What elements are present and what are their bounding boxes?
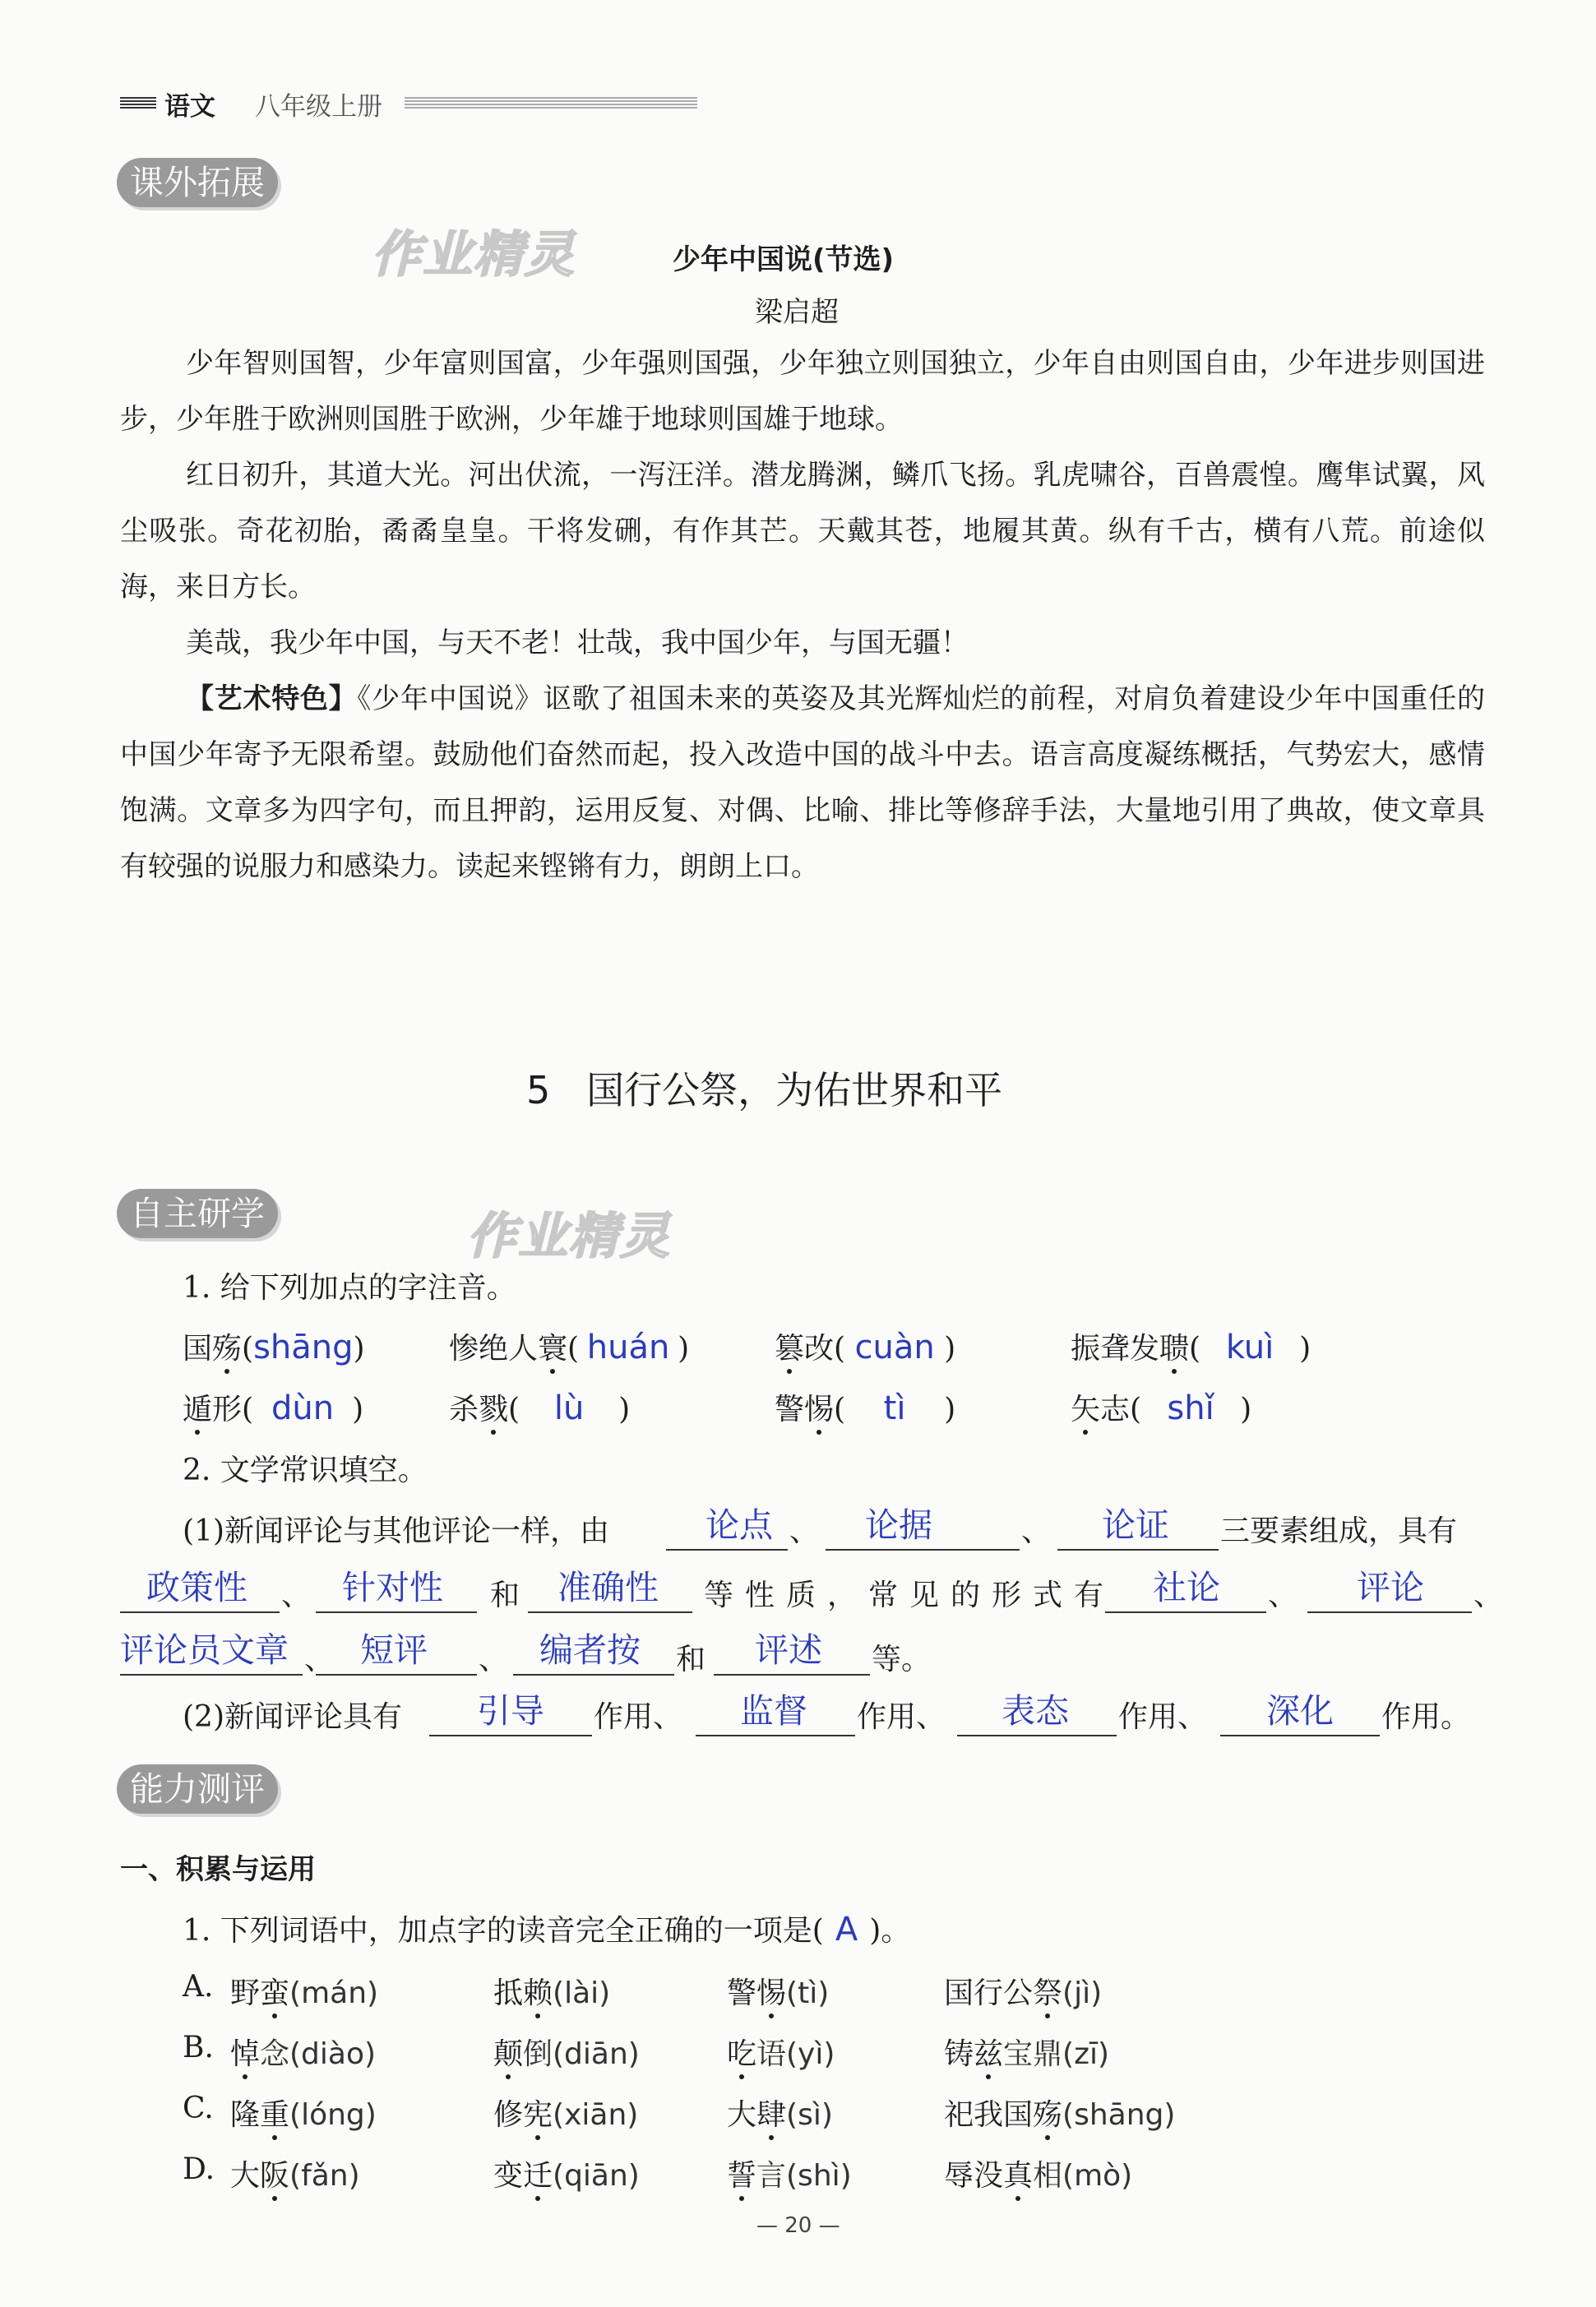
mc-word-dotted-char: 真 xyxy=(1003,2159,1034,2193)
mc-word-pinyin: (xiān) xyxy=(553,2098,639,2132)
blank-5[interactable] xyxy=(316,1611,477,1613)
art-feature-paragraph xyxy=(120,671,1485,895)
blank-14[interactable] xyxy=(696,1735,855,1736)
answer-6: 准确性 xyxy=(557,1568,659,1607)
q1-item xyxy=(1071,1386,1251,1428)
q1-item-open-paren: ( xyxy=(242,1393,254,1426)
mc-option-word xyxy=(230,2092,377,2134)
q1-item-close-paren: ) xyxy=(1240,1393,1252,1426)
q1-item-answer: shāng xyxy=(253,1329,354,1366)
passage-paragraph-3: 美哉，我少年中国，与天不老！壮哉，我中国少年，与国无疆！ xyxy=(186,626,969,659)
mc-word-dotted-char: 赖 xyxy=(523,1976,553,2010)
q1-item-answer: lù xyxy=(553,1389,585,1427)
q1-item-answer: dùn xyxy=(271,1389,335,1427)
answer-3: 论证 xyxy=(1102,1505,1169,1545)
q2-s1-e: 等性质，常见的形式有 xyxy=(704,1579,1116,1612)
mc-word-pinyin: 念(diào) xyxy=(260,2037,377,2071)
answer-2: 论据 xyxy=(865,1505,932,1545)
mc-word-pinyin: 宝鼎(zī) xyxy=(1003,2037,1110,2071)
lesson-title xyxy=(526,1061,1002,1115)
art-feature-text: 《少年中国说》讴歌了祖国未来的英姿及其光辉灿烂的前程，对肩负着建设少年中国重任的中国少年寄予无限希望。鼓励他们奋然而起，投入改造中国的战斗中去。语言高度凝练概括，气势宏大，感情饱满。文章多为四字句，而且押韵，运用反复、对偶、比喻、排比等修辞手法，大量地引用了典故，使文章具有较强的说服力和感染力。读起来铿锵有力，朗朗上口。 xyxy=(120,682,1486,883)
q1-item-post: 形 xyxy=(212,1393,243,1426)
mc-option-word xyxy=(230,2031,376,2073)
mc-word-pre: 修 xyxy=(493,2098,524,2132)
q1-item xyxy=(775,1325,955,1367)
mc-prompt-a: 1. 下列词语中，加点字的读音完全正确的一项是( xyxy=(183,1914,824,1948)
q2-s2-a: (2)新闻评论具有 xyxy=(183,1700,402,1734)
q1-item-post: 改 xyxy=(804,1332,835,1366)
answer-7: 社论 xyxy=(1153,1568,1220,1607)
answer-13: 引导 xyxy=(477,1691,544,1731)
blank-9[interactable] xyxy=(120,1674,303,1676)
badge-ability: 能力测评 xyxy=(117,1764,278,1814)
mc-word-pinyin: 倒(diān) xyxy=(523,2037,640,2071)
q1-item-close-paren: ) xyxy=(678,1332,690,1366)
mc-word-pre: 大 xyxy=(727,2098,757,2132)
mc-word-pinyin: 语(yì) xyxy=(756,2037,835,2071)
lesson-number: 5 xyxy=(526,1068,551,1112)
q1-prompt: 1. 给下列加点的字注音。 xyxy=(183,1271,516,1305)
mc-word-pinyin: 言(shì) xyxy=(756,2159,852,2193)
q1-item-close-paren: ) xyxy=(352,1393,364,1426)
blank-16[interactable] xyxy=(1220,1735,1380,1736)
blank-1[interactable] xyxy=(666,1549,788,1551)
mc-word-pinyin: (jì) xyxy=(1062,1976,1103,2010)
q2-s1-d: 和 xyxy=(490,1579,520,1612)
q2-s2-c: 作用、 xyxy=(857,1700,946,1734)
blank-15[interactable] xyxy=(957,1735,1117,1736)
q1-item-open-paren: ( xyxy=(508,1393,520,1426)
q1-item-pre: 振聋发 xyxy=(1071,1332,1160,1366)
mc-word-pre: 辱没 xyxy=(944,2159,1004,2193)
answer-1: 论点 xyxy=(705,1505,773,1545)
q1-item xyxy=(183,1386,363,1428)
q2-sep-3: 、 xyxy=(281,1579,312,1612)
q1-item-pre: 惨绝人 xyxy=(449,1332,539,1366)
mc-option-word xyxy=(944,2152,1132,2194)
mc-option-word xyxy=(493,2031,640,2073)
mc-word-pre: 铸 xyxy=(944,2037,974,2071)
q1-item-dotted-char: 聩 xyxy=(1159,1332,1190,1366)
q2-s1-g: 等。 xyxy=(872,1643,932,1676)
header-decoration xyxy=(120,97,156,109)
mc-option-word xyxy=(230,1970,378,2012)
blank-10[interactable] xyxy=(316,1674,477,1676)
q1-item-dotted-char: 戮 xyxy=(479,1393,509,1426)
mc-word-dotted-char: 殇 xyxy=(1033,2098,1063,2132)
q1-item-open-paren: ( xyxy=(1189,1332,1201,1366)
mc-word-dotted-char: 迁 xyxy=(523,2159,553,2193)
answer-4: 政策性 xyxy=(146,1568,247,1607)
q1-item-pre: 警 xyxy=(775,1393,805,1426)
q2-sep-4: 、 xyxy=(1268,1579,1298,1612)
blank-3[interactable] xyxy=(1057,1549,1219,1551)
mc-word-dotted-char: 肆 xyxy=(756,2098,787,2132)
answer-16: 深化 xyxy=(1266,1691,1334,1731)
mc-prompt-b: )。 xyxy=(869,1914,911,1948)
mc-word-pinyin: (mán) xyxy=(289,1976,379,2010)
q1-item-pre: 杀 xyxy=(449,1393,479,1426)
mc-word-pre: 祀我国 xyxy=(944,2098,1034,2132)
q1-item-close-paren: ) xyxy=(944,1393,956,1426)
q1-item-dotted-char: 殇 xyxy=(212,1332,243,1366)
mc-word-pinyin: (sì) xyxy=(786,2098,833,2132)
header-rule xyxy=(405,97,697,109)
mc-word-pre: 变 xyxy=(493,2159,524,2193)
q1-item-dotted-char: 遁 xyxy=(183,1393,213,1426)
mc-option-word xyxy=(944,2092,1175,2134)
q2-s2-e: 作用。 xyxy=(1381,1700,1471,1734)
mc-word-dotted-char: 悼 xyxy=(230,2037,261,2071)
q2-s2-b: 作用、 xyxy=(594,1700,683,1734)
q1-item-dotted-char: 篡 xyxy=(775,1332,805,1366)
mc-word-pinyin: (lài) xyxy=(553,1976,611,2010)
q2-s1-c: 三要素组成，具有 xyxy=(1220,1514,1458,1548)
blank-7[interactable] xyxy=(1105,1611,1266,1613)
mc-word-dotted-char: 阪 xyxy=(260,2159,290,2193)
mc-answer: A xyxy=(835,1911,858,1949)
badge-extension: 课外拓展 xyxy=(117,158,278,207)
answer-5: 针对性 xyxy=(342,1568,443,1607)
mc-word-dotted-char: 惕 xyxy=(756,1976,787,2010)
blank-13[interactable] xyxy=(429,1735,592,1736)
q1-item-open-paren: ( xyxy=(834,1332,846,1366)
mc-option-letter[interactable]: D. xyxy=(183,2152,215,2186)
answer-11: 编者按 xyxy=(539,1630,641,1670)
mc-word-pinyin: (tì) xyxy=(786,1976,830,2010)
q2-s1-a: (1)新闻评论与其他评论一样，由 xyxy=(183,1514,609,1548)
answer-15: 表态 xyxy=(1002,1691,1069,1731)
mc-word-dotted-char: 宪 xyxy=(523,2098,553,2132)
lesson-name: 国行公祭，为佑世界和平 xyxy=(586,1068,1003,1112)
q1-item-answer: kuì xyxy=(1225,1329,1274,1366)
q1-item xyxy=(1071,1325,1311,1367)
q1-item xyxy=(449,1386,630,1428)
q1-item-answer: huán xyxy=(586,1329,670,1366)
blank-6[interactable] xyxy=(528,1611,692,1613)
mc-option-letter[interactable]: A. xyxy=(183,1970,214,2004)
badge-self-study: 自主研学 xyxy=(117,1189,278,1238)
mc-option-word xyxy=(727,2092,833,2134)
header-grade: 八年级上册 xyxy=(255,92,382,122)
q1-item-dotted-char: 惕 xyxy=(804,1393,835,1426)
mc-option-word xyxy=(944,1970,1102,2012)
mc-word-dotted-char: 颠 xyxy=(493,2037,524,2071)
mc-word-pre: 国行公 xyxy=(944,1976,1034,2010)
part1-heading: 一、积累与运用 xyxy=(120,1853,316,1886)
q2-sep-1: 、 xyxy=(789,1514,820,1548)
mc-word-dotted-char: 兹 xyxy=(974,2037,1004,2071)
mc-prompt xyxy=(183,1907,910,1949)
mc-word-pinyin: (qiān) xyxy=(553,2159,640,2193)
q1-item-close-paren: ) xyxy=(618,1393,631,1426)
q1-item-pre: 国 xyxy=(183,1332,213,1366)
q2-sep-6: 、 xyxy=(304,1643,335,1676)
q1-item-dotted-char: 寰 xyxy=(538,1332,568,1366)
q1-item-answer: cuàn xyxy=(854,1329,935,1366)
passage-paragraph-1: 少年智则国智，少年富则国富，少年强则国强，少年独立则国独立，少年自由则国自由，少年进步则国进步，少年胜于欧洲则国胜于欧洲，少年雄于地球则国雄于地球。 xyxy=(120,347,1485,436)
q1-item-answer: shǐ xyxy=(1167,1389,1214,1427)
q2-sep-5: 、 xyxy=(1473,1579,1504,1612)
mc-word-pre: 大 xyxy=(230,2159,261,2193)
mc-word-pre: 警 xyxy=(727,1976,757,2010)
answer-10: 短评 xyxy=(360,1630,428,1670)
answer-8: 评论 xyxy=(1357,1568,1424,1607)
watermark: 作业精灵 xyxy=(372,226,576,284)
q1-item-open-paren: ( xyxy=(1130,1393,1142,1426)
q1-item-close-paren: ) xyxy=(353,1332,365,1366)
mc-option-word xyxy=(493,2152,640,2194)
mc-option-word xyxy=(944,2031,1109,2073)
blank-8[interactable] xyxy=(1307,1611,1472,1613)
passage-paragraph-2: 红日初升，其道大光。河出伏流，一泻汪洋。潜龙腾渊，鳞爪飞扬。乳虎啸谷，百兽震惶。鹰隼试翼，风尘吸张。奇花初胎，矞矞皇皇。干将发硎，有作其芒。天戴其苍，地履其黄。纵有千古，横有八荒。前途似海，来日方长。 xyxy=(120,459,1485,603)
q1-item-dotted-char: 矢 xyxy=(1071,1393,1101,1426)
q2-s1-f: 和 xyxy=(676,1643,706,1676)
q2-s2-d: 作用、 xyxy=(1118,1700,1208,1734)
passage-author: 梁启超 xyxy=(755,296,839,329)
blank-4[interactable] xyxy=(120,1611,280,1613)
page-number: — 20 — xyxy=(756,2213,840,2238)
blank-12[interactable] xyxy=(714,1674,870,1676)
mc-word-dotted-char: 蛮 xyxy=(260,1976,290,2010)
page-number-value: 20 xyxy=(784,2213,812,2238)
passage-title: 少年中国说(节选) xyxy=(673,243,895,276)
q2-sep-2: 、 xyxy=(1021,1514,1052,1548)
mc-word-dotted-char: 重 xyxy=(260,2098,290,2132)
q2-prompt: 2. 文学常识填空。 xyxy=(183,1454,428,1487)
q1-item-answer: tì xyxy=(883,1389,906,1427)
mc-option-letter[interactable]: B. xyxy=(183,2031,214,2064)
header-subject: 语文 xyxy=(164,92,215,122)
q2-sep-7: 、 xyxy=(479,1643,509,1676)
watermark-2: 作业精灵 xyxy=(467,1208,671,1265)
mc-word-dotted-char: 誓 xyxy=(727,2159,757,2193)
mc-option-word xyxy=(230,2152,360,2194)
art-feature-label: 【艺术特色】 xyxy=(186,682,358,715)
mc-word-dotted-char: 祭 xyxy=(1033,1976,1063,2010)
mc-word-dotted-char: 吃 xyxy=(727,2037,757,2071)
q1-item-open-paren: ( xyxy=(567,1332,580,1366)
mc-option-word xyxy=(493,1970,610,2012)
mc-word-pre: 隆 xyxy=(230,2098,261,2132)
mc-word-pre: 抵 xyxy=(493,1976,524,2010)
mc-option-letter[interactable]: C. xyxy=(183,2092,214,2125)
q1-item-post: 志 xyxy=(1100,1393,1131,1426)
answer-14: 监督 xyxy=(740,1691,807,1731)
blank-2[interactable] xyxy=(826,1549,1020,1551)
blank-11[interactable] xyxy=(513,1674,674,1676)
mc-option-word xyxy=(493,2092,638,2134)
q1-item xyxy=(183,1325,365,1367)
q1-item xyxy=(449,1325,689,1367)
mc-word-pinyin: (fǎn) xyxy=(289,2159,360,2193)
mc-option-word xyxy=(727,2152,852,2194)
mc-word-pinyin: (lóng) xyxy=(289,2098,377,2132)
mc-option-word xyxy=(727,1970,829,2012)
q1-item-close-paren: ) xyxy=(1299,1332,1311,1366)
q1-item-close-paren: ) xyxy=(944,1332,956,1366)
q1-item xyxy=(775,1386,955,1428)
q1-item-open-paren: ( xyxy=(834,1393,846,1426)
answer-9: 评论员文章 xyxy=(120,1630,289,1670)
mc-option-word xyxy=(727,2031,835,2073)
mc-word-pinyin: (shāng) xyxy=(1062,2098,1176,2132)
q1-item-open-paren: ( xyxy=(242,1332,254,1366)
mc-word-pre: 野 xyxy=(230,1976,261,2010)
mc-word-pinyin: 相(mò) xyxy=(1033,2159,1133,2193)
answer-12: 评述 xyxy=(755,1630,822,1670)
